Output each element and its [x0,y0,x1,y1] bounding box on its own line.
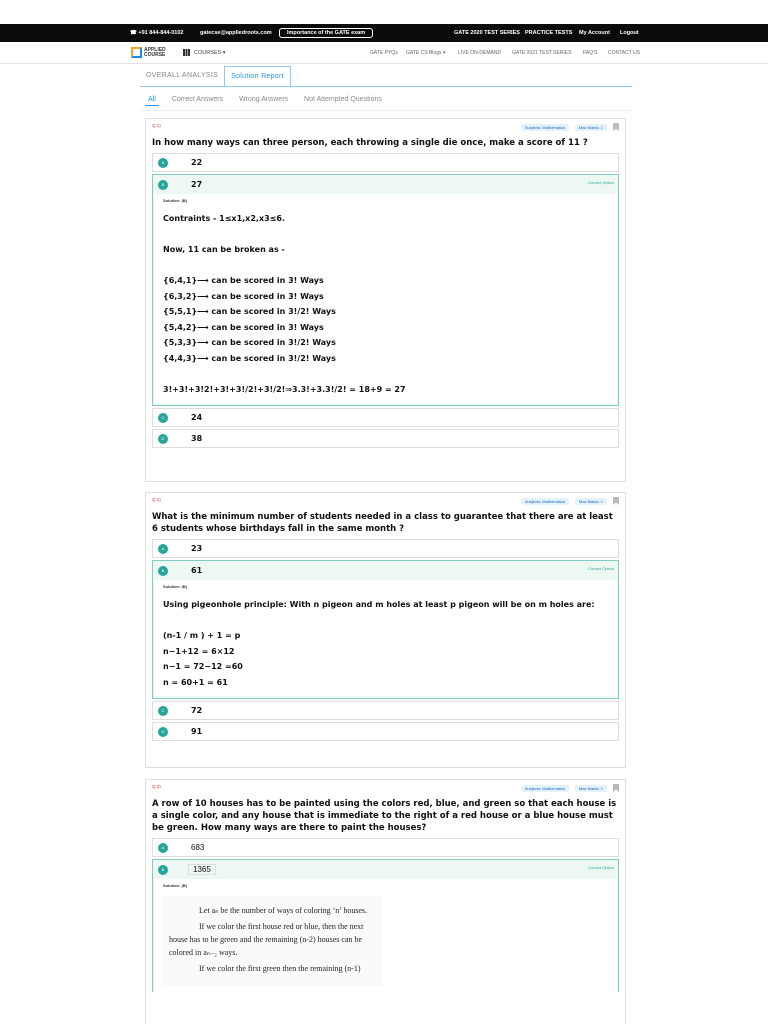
correct-option-label: Correct Option [587,180,614,185]
logo-icon [131,47,142,58]
option-a[interactable] [152,838,619,857]
option-letter: C [158,706,168,716]
option-b[interactable] [153,175,618,194]
solution-line: {5,5,1}⟶ can be scored in 3!/2! Ways [163,307,336,316]
tabs-divider [140,86,632,87]
solution-paragraph: If we color the first house red or blue, then the next house has to be green and the remaining (n-2) houses can be colored in aₙ₋₂ ways. [169,922,364,957]
courses-menu[interactable] [183,49,226,56]
report-tabs [140,66,291,86]
option-d[interactable] [152,722,619,741]
solution-line: Contraints - 1≤x1,x2,x3≤6. [163,214,285,223]
solution-line [163,366,608,382]
correct-option-panel [152,174,619,406]
question-card [145,492,626,768]
option-a[interactable] [152,153,619,172]
option-letter: B [158,180,168,190]
courses-label: COURSES ▾ [194,49,226,56]
option-b[interactable] [153,860,618,879]
solution-label: Solution: (B) [163,584,187,589]
question-card [145,118,626,482]
solution-line: {5,4,2}⟶ can be scored in 3! Ways [163,322,324,332]
bookmark-icon[interactable] [613,123,619,131]
option-letter: D [158,434,168,444]
logout-link[interactable]: Logout [620,30,639,36]
question-text: A row of 10 houses has to be painted using the colors red, blue, and green so that each house is a single color, and any house that is immediate to the right of a red house or a blue house must be green. How many ways are there to paint the houses? [152,799,617,833]
solution-line [163,258,608,274]
filter-tab-all[interactable]: All [145,94,159,106]
gate-2020-test-series-link[interactable]: GATE 2020 TEST SERIES [454,30,520,36]
correct-option-panel [152,859,619,992]
solution-label: Solution: (B) [163,883,187,888]
solution-line: {5,3,3}⟶ can be scored in 3!/2! Ways [163,338,336,347]
solution-paragraph: If we color the first green then the remaining (n-1) [199,964,361,973]
question-number: Q.1) [152,123,161,128]
nav-link-gate-2021-test-series[interactable]: GATE 2021 TEST SERIES [512,50,572,56]
solution-panel [154,194,617,403]
question-text: In how many ways can three person, each throwing a single die once, make a score of 11 ? [152,138,588,148]
bookmark-icon[interactable] [613,497,619,505]
importance-button[interactable]: Importance of the GATE exam [279,28,373,38]
subject-tag: Subjects: Mathematics [521,124,569,131]
solution-panel [154,879,617,992]
email-link[interactable]: gatecse@appliedroots.com [200,30,272,36]
option-value: 61 [191,566,203,575]
option-letter: D [158,727,168,737]
subject-tag: Subjects: Mathematics [521,498,569,505]
option-c[interactable] [152,408,619,427]
nav-link-gate-pyqs[interactable]: GATE PYQs [370,50,398,56]
option-letter: C [158,413,168,423]
correct-option-label: Correct Option [587,865,614,870]
solution-line: {6,4,1}⟶ can be scored in 3! Ways [163,276,324,285]
solution-line [163,613,608,629]
solution-line: n−1 = 72−12 =60 [163,662,243,671]
option-d[interactable] [152,429,619,448]
nav-link-gate-cs-blogs[interactable]: GATE CS Blogs ▾ [406,50,446,56]
filter-tabs [145,94,385,106]
question-number: Q.3) [152,784,161,789]
option-value: 1365 [188,864,216,875]
solution-text-block [163,896,383,986]
nav-link-faqs[interactable]: FAQ'S [583,50,598,56]
phone-number[interactable]: ☎ +91 844-844-0102 [130,30,184,36]
practice-tests-link[interactable]: PRACTICE TESTS [525,30,573,36]
filter-tab-correct[interactable]: Correct Answers [171,96,224,103]
option-value: 27 [191,180,203,189]
solution-line: Using pigeonhole principle: With n pigeon and m holes at least p pigeon will be on m holes are: [163,600,595,609]
option-value: 683 [191,843,205,852]
nav-link-contact-us[interactable]: CONTACT US [608,50,641,56]
solution-label: Solution: (B) [163,198,187,203]
solution-line [163,227,608,243]
option-value: 24 [191,413,203,422]
option-value: 72 [191,706,203,715]
option-b[interactable] [153,561,618,580]
logo[interactable] [131,47,166,58]
nav-bar [0,42,768,64]
option-letter: A [158,544,168,554]
bookmark-icon[interactable] [613,784,619,792]
subject-tag: Subjects: Mathematics [521,785,569,792]
solution-line: n−1+12 = 6×12 [163,646,235,656]
solution-line: n = 60+1 = 61 [163,677,228,687]
max-marks-tag: Max Marks: 1 [575,124,607,131]
question-number: Q.2) [152,497,161,502]
filter-tab-not-attempted[interactable]: Not Attempted Questions [304,96,382,103]
option-value: 23 [191,544,203,553]
max-marks-tag: Max Marks: 1 [575,498,607,505]
tab-solution-report[interactable]: Solution Report [224,66,291,86]
nav-link-live-on-demand[interactable]: LIVE ON-DEMAND [458,50,502,56]
solution-line: {4,4,3}⟶ can be scored in 3!/2! Ways [163,353,336,363]
option-letter: B [158,566,168,576]
grid-icon [183,49,190,56]
option-letter: A [158,843,168,853]
filter-tab-wrong[interactable]: Wrong Answers [239,96,289,103]
correct-option-label: Correct Option [587,566,614,571]
option-c[interactable] [152,701,619,720]
logo-text-line2: COURSE [144,51,166,58]
max-marks-tag: Max Marks: 1 [575,785,607,792]
question-text: What is the minimum number of students needed in a class to guarantee that there are at least 6 students whose birthdays fall in the same month ? [152,512,613,534]
top-bar [0,24,768,42]
solution-line: (n-1 / m ) + 1 = p [163,631,241,640]
logo-text-line1: APPLIED [144,46,166,53]
option-a[interactable] [152,539,619,558]
solution-panel [154,580,617,696]
option-letter: A [158,158,168,168]
correct-option-panel [152,560,619,699]
solution-line: Now, 11 can be broken as - [163,245,285,254]
solution-line: 3!+3!+3!2!+3!+3!/2!+3!/2!⇒3.3!+3.3!/2! = 18+9 = 27 [163,384,406,394]
option-value: 22 [191,158,203,167]
option-value: 38 [191,434,203,443]
solution-line: {6,3,2}⟶ can be scored in 3! Ways [163,291,324,301]
solution-paragraph: Let aₙ be the number of ways of coloring ‘n’ houses. [199,906,368,915]
subtabs-divider [140,110,632,111]
tab-overall-analysis[interactable]: OVERALL ANALYSIS [146,72,219,79]
question-card [145,779,626,1024]
my-account-link[interactable]: My Account [579,30,610,36]
option-letter: B [158,865,168,875]
option-value: 91 [191,727,203,736]
